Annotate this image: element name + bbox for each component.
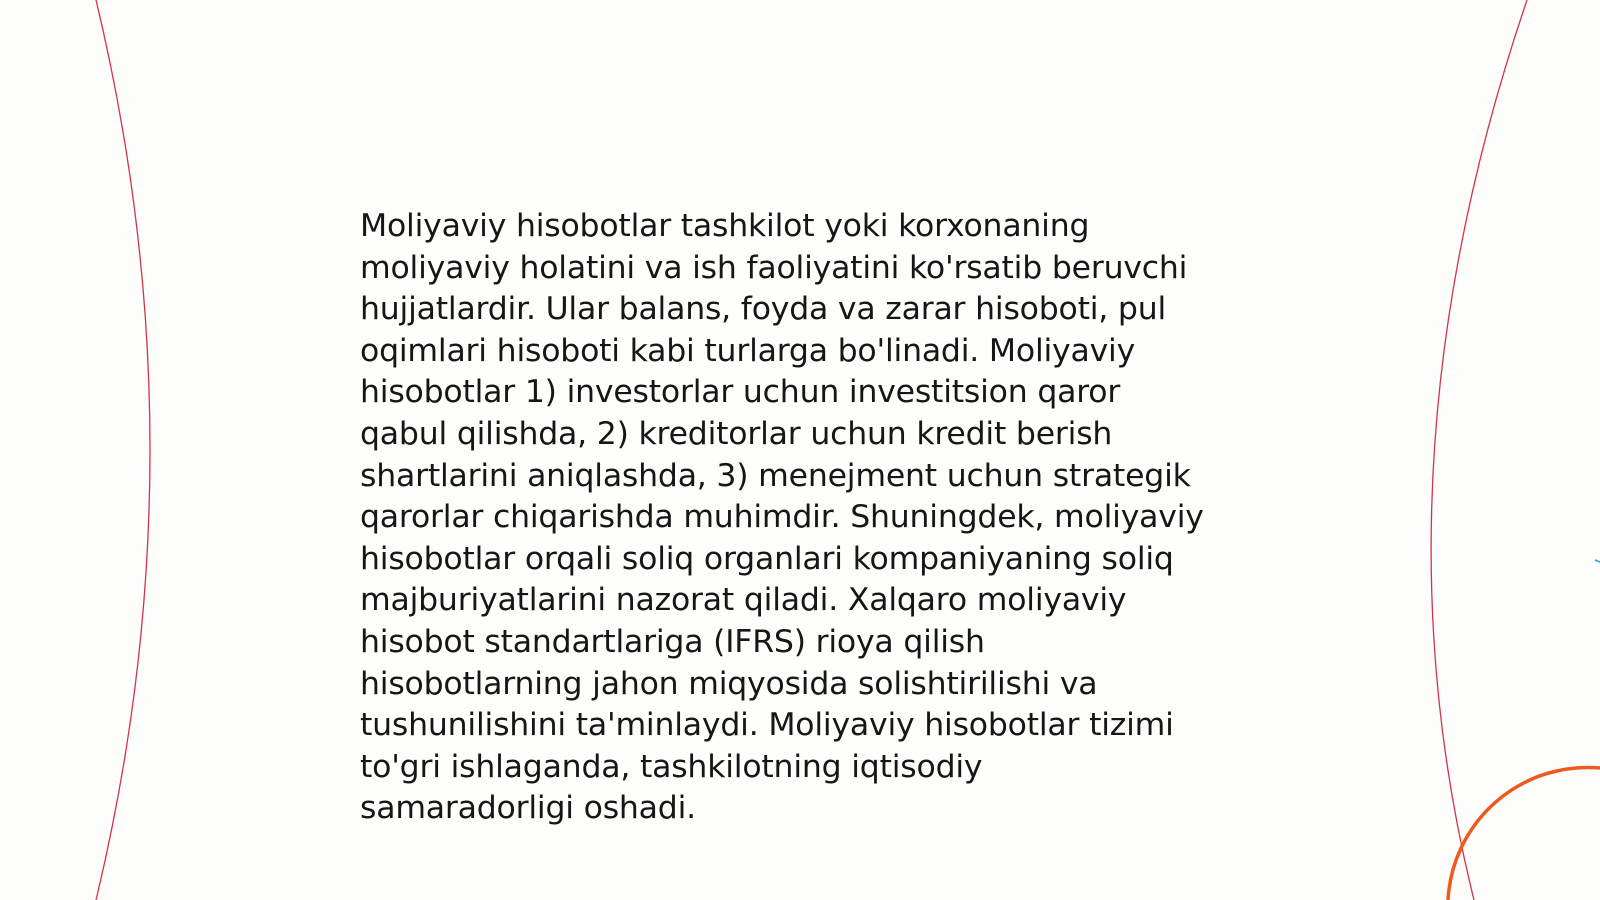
paragraph-line: moliyaviy holatini va ish faoliyatini ko'rsatib beruvchi xyxy=(360,249,1188,286)
paragraph-line: shartlarini aniqlashda, 3) menejment uchun strategik xyxy=(360,457,1191,494)
paragraph-line: hujjatlardir. Ular balans, foyda va zarar hisoboti, pul xyxy=(360,291,1167,328)
paragraph-line: qarorlar chiqarishda muhimdir. Shuningdek, moliyaviy xyxy=(360,499,1204,536)
orange-accent-arc xyxy=(1448,767,1600,900)
left-arc xyxy=(96,0,150,900)
paragraph-line: samaradorligi oshadi. xyxy=(360,790,696,827)
paragraph-line: oqimlari hisoboti kabi turlarga bo'linadi. Moliyaviy xyxy=(360,332,1136,369)
paragraph-line: hisobot standartlariga (IFRS) rioya qilish xyxy=(360,623,985,660)
paragraph-line: hisobotlar orqali soliq organlari kompaniyaning soliq xyxy=(360,540,1174,577)
body-paragraph xyxy=(360,206,1260,830)
paragraph-line: majburiyatlarini nazorat qiladi. Xalqaro moliyaviy xyxy=(360,582,1127,619)
blue-accent-tick xyxy=(1595,560,1600,562)
paragraph-line: Moliyaviy hisobotlar tashkilot yoki korxonaning xyxy=(360,208,1090,244)
paragraph-line: hisobotlarning jahon miqyosida solishtirilishi va xyxy=(360,665,1098,702)
right-arc xyxy=(1431,0,1527,900)
paragraph-line: tushunilishini ta'minlaydi. Moliyaviy hisobotlar tizimi xyxy=(360,707,1174,744)
paragraph-line: hisobotlar 1) investorlar uchun investitsion qaror xyxy=(360,374,1121,411)
paragraph-line: qabul qilishda, 2) kreditorlar uchun kredit berish xyxy=(360,415,1113,452)
paragraph-line: to'gri ishlaganda, tashkilotning iqtisodiy xyxy=(360,748,983,785)
